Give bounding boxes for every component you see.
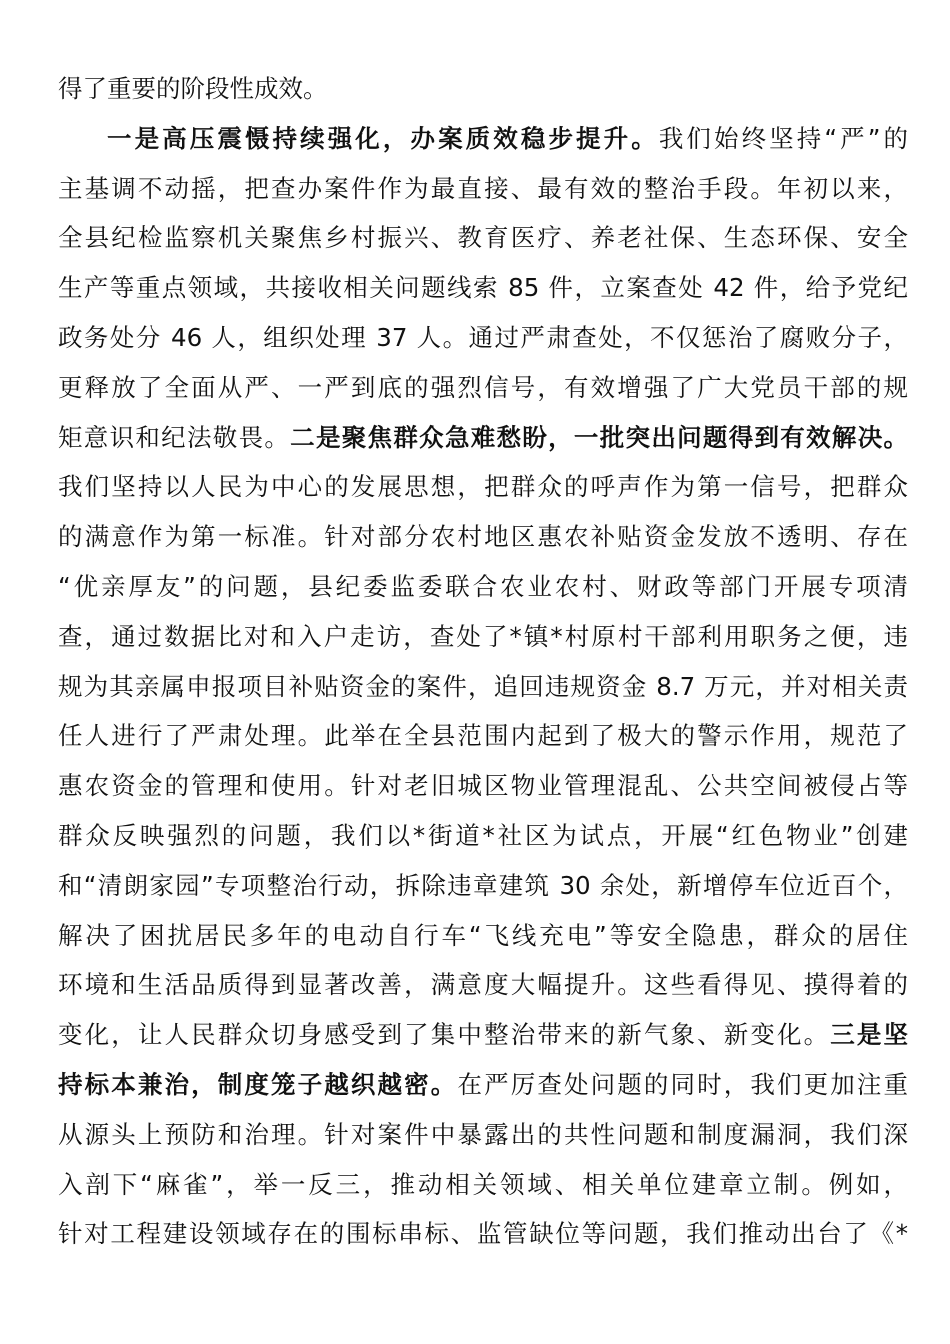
body-text-segment: 群众反映强烈的问题，我们以*街道*社区为试点，开展“红色物业”创建 — [58, 820, 908, 850]
body-text-segment: 的满意作为第一标准。针对部分农村地区惠农补贴资金发放不透明、存在 — [58, 522, 908, 552]
body-text-segment: 我们始终坚持“严”的 — [658, 123, 909, 153]
body-text-segment: 全县纪检监察机关聚焦乡村振兴、教育医疗、养老社保、生态环保、安全 — [58, 223, 908, 253]
text-line — [58, 64, 908, 114]
text-line — [58, 413, 908, 463]
text-line — [58, 911, 908, 961]
body-text-segment: 主基调不动摇，把查办案件作为最直接、最有效的整治手段。年初以来， — [58, 173, 908, 203]
text-line — [58, 811, 908, 861]
text-line — [58, 462, 908, 512]
body-text-segment: 得了重要的阶段性成效。 — [58, 74, 328, 103]
body-text-segment: 生产等重点领域，共接收相关问题线索 85 件，立案查处 42 件，给予党纪 — [58, 273, 908, 303]
body-text-segment: 在严厉查处问题的同时，我们更加注重 — [457, 1069, 909, 1099]
body-text-segment: 从源头上预防和治理。针对案件中暴露出的共性问题和制度漏洞，我们深 — [58, 1119, 908, 1149]
text-line — [58, 263, 908, 313]
text-line — [58, 1209, 908, 1259]
body-text-segment: 查，通过数据比对和入户走访，查处了*镇*村原村干部利用职务之便，违 — [58, 621, 908, 651]
text-line — [58, 711, 908, 761]
text-line — [58, 1160, 908, 1210]
text-line — [58, 1060, 908, 1110]
text-line — [58, 114, 908, 164]
text-line — [58, 164, 908, 214]
body-text-segment: 和“清朗家园”专项整治行动，拆除违章建筑 30 余处，新增停车位近百个， — [58, 870, 908, 900]
body-text-segment: 环境和生活品质得到显著改善，满意度大幅提升。这些看得见、摸得着的 — [58, 970, 908, 1000]
text-line — [58, 662, 908, 712]
body-text-segment: 我们坚持以人民为中心的发展思想，把群众的呼声作为第一信号，把群众 — [58, 472, 908, 502]
body-text-segment: “优亲厚友”的问题，县纪委监委联合农业农村、财政等部门开展专项清 — [58, 571, 908, 601]
body-text-segment: 任人进行了严肃处理。此举在全县范围内起到了极大的警示作用，规范了 — [58, 721, 908, 751]
text-line — [58, 612, 908, 662]
body-text-segment: 解决了困扰居民多年的电动自行车“飞线充电”等安全隐患，群众的居住 — [58, 920, 908, 950]
body-text-segment: 矩意识和纪法敬畏。 — [58, 422, 291, 452]
text-line — [58, 861, 908, 911]
bold-heading-text: 持标本兼治，制度笼子越织越密。 — [58, 1069, 458, 1099]
text-line — [58, 213, 908, 263]
body-text-segment: 更释放了全面从严、一严到底的强烈信号，有效增强了广大党员干部的规 — [58, 372, 908, 402]
body-text — [58, 64, 908, 1259]
body-text-segment: 变化，让人民群众切身感受到了集中整治带来的新气象、新变化。 — [58, 1020, 831, 1050]
body-text-segment: 政务处分 46 人，组织处理 37 人。通过严肃查处，不仅惩治了腐败分子， — [58, 322, 908, 352]
text-line — [58, 313, 908, 363]
body-text-segment: 针对工程建设领域存在的围标串标、监管缺位等问题，我们推动出台了《* — [58, 1219, 908, 1249]
bold-heading-text: 一是高压震慑持续强化，办案质效稳步提升。 — [107, 123, 659, 153]
text-line — [58, 761, 908, 811]
bold-heading-text: 二是聚焦群众急难愁盼，一批突出问题得到有效解决。 — [290, 422, 908, 452]
bold-heading-text: 三是坚 — [830, 1020, 909, 1050]
text-line — [58, 512, 908, 562]
text-line — [58, 1010, 908, 1060]
text-line — [58, 960, 908, 1010]
body-text-segment: 规为其亲属申报项目补贴资金的案件，追回违规资金 8.7 万元，并对相关责 — [58, 671, 908, 701]
text-line — [58, 562, 908, 612]
body-text-segment: 惠农资金的管理和使用。针对老旧城区物业管理混乱、公共空间被侵占等 — [58, 771, 908, 801]
text-line — [58, 363, 908, 413]
text-line — [58, 1110, 908, 1160]
body-text-segment: 入剖下“麻雀”，举一反三，推动相关领域、相关单位建章立制。例如， — [58, 1169, 908, 1199]
